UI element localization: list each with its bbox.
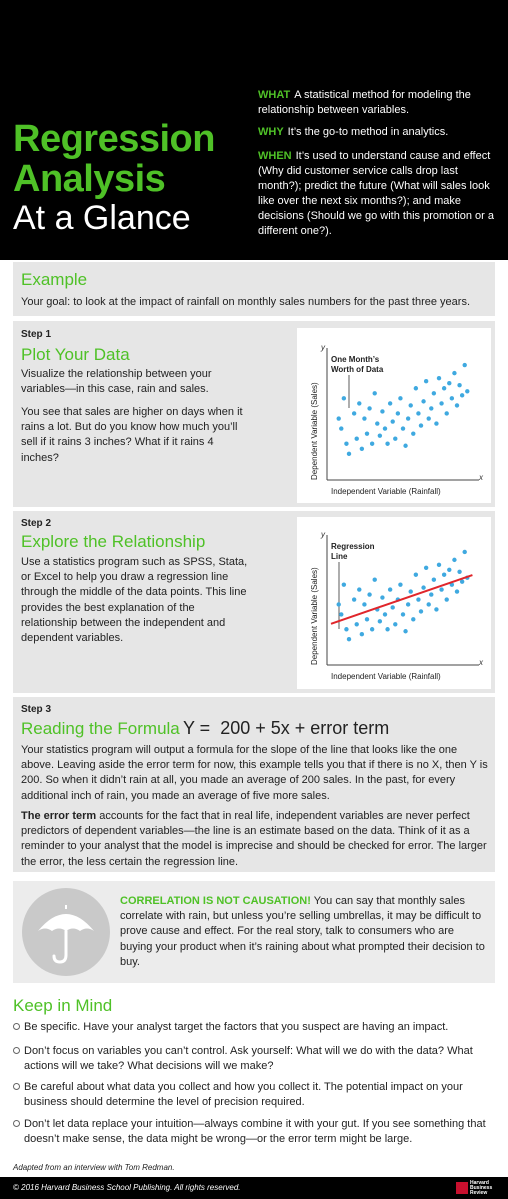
step2-panel	[13, 511, 495, 693]
data-point	[367, 592, 371, 596]
keep-item-4	[13, 1117, 498, 1147]
data-point	[424, 566, 428, 570]
data-point	[457, 570, 461, 574]
data-point	[416, 597, 420, 601]
data-point	[416, 411, 420, 415]
data-point	[380, 595, 384, 599]
data-point	[429, 406, 433, 410]
data-point	[442, 386, 446, 390]
step1-heading: Plot Your Data	[21, 345, 130, 364]
adapted-note: Adapted from an interview with Tom Redman.	[13, 1163, 175, 1172]
data-point	[411, 431, 415, 435]
data-point	[439, 587, 443, 591]
what-label: WHAT	[258, 89, 291, 101]
step3-paragraph-2-text: accounts for the fact that in real life, independent variables are never perfect predictors of dependent variables—the line is an estimate based on the data. Think of it as a reminder to your analyst that the model is imprecise and should be checked for error. The larger the error, the less certain the regression line.	[21, 810, 487, 868]
data-point	[383, 612, 387, 616]
data-point	[352, 411, 356, 415]
step1-panel	[13, 321, 495, 507]
header-banner	[0, 0, 508, 260]
data-point	[347, 637, 351, 641]
data-point	[380, 409, 384, 413]
title-line-3: At a Glance	[13, 199, 191, 237]
data-point	[429, 592, 433, 596]
chart2-x-label: Independent Variable (Rainfall)	[331, 672, 441, 681]
data-point	[360, 632, 364, 636]
chart1-x-label: Independent Variable (Rainfall)	[331, 487, 441, 496]
keep-item-4-text: Don’t let data replace your intuition—always combine it with your gut. If you see something that doesn’t make sense, the data might be wrong—or the error term might be large.	[24, 1118, 486, 1146]
data-point	[375, 421, 379, 425]
data-point	[388, 587, 392, 591]
bullet-circle-icon	[13, 1083, 20, 1090]
chart2-y-letter: y	[321, 530, 325, 539]
data-point	[396, 411, 400, 415]
chart1-annotation-line1: One Month’s	[331, 355, 380, 364]
data-point	[401, 426, 405, 430]
step3-heading: Reading the Formula	[21, 719, 180, 738]
keep-item-3-text: Be careful about what data you collect and how you collect it. The potential impact on your business should determine the level of precision required.	[24, 1081, 463, 1109]
step3-paragraph-1: Your statistics program will output a formula for the slope of the line that looks like the one above. Leaving aside the error term for now, this example tells you that if there is no X, then Y is 200. So when it didn’t rain at all, you made an average of 200 sales. In the past, for every additional inch of rain, you made an average of five more sales.	[21, 744, 488, 802]
data-point	[391, 419, 395, 423]
data-point	[437, 376, 441, 380]
step2-label: Step 2	[21, 518, 52, 529]
keep-item-1-text: Be specific. Have your analyst target the factors that you suspect are having an impact.	[24, 1021, 449, 1033]
keep-item-1	[13, 1020, 498, 1035]
chart1-y-letter: y	[321, 343, 325, 352]
data-point	[455, 403, 459, 407]
data-point	[411, 617, 415, 621]
when-label: WHEN	[258, 150, 292, 162]
data-point	[339, 612, 343, 616]
data-point	[362, 416, 366, 420]
step1-paragraph-2: You see that sales are higher on days when it rains a lot. But do you know how much you’ll sell if it rains 3 inches? What if it rains 4 inches?	[21, 406, 243, 464]
data-point	[447, 568, 451, 572]
data-point	[414, 573, 418, 577]
correlation-callout	[13, 881, 495, 983]
keep-item-3	[13, 1080, 498, 1110]
chart1-annotation-line2: Worth of Data	[331, 365, 384, 374]
chart2-y-label: Dependent Variable (Sales)	[310, 567, 319, 665]
data-point	[403, 444, 407, 448]
step2-heading: Explore the Relationship	[21, 532, 206, 551]
regression-formula: Y = 200 + 5x + error term	[183, 718, 390, 738]
data-point	[373, 577, 377, 581]
chart-2-box	[297, 517, 491, 689]
step1-paragraph-1: Visualize the relationship between your variables—in this case, rain and sales.	[21, 368, 212, 396]
data-point	[383, 426, 387, 430]
data-point	[360, 447, 364, 451]
example-heading: Example	[21, 270, 88, 289]
scatter-chart-1	[297, 328, 491, 503]
callout-text	[120, 894, 488, 970]
title-line-2: Analysis	[13, 158, 166, 200]
data-point	[370, 442, 374, 446]
callout-bold: CORRELATION IS NOT CAUSATION!	[120, 895, 311, 907]
data-point	[344, 627, 348, 631]
data-point	[398, 582, 402, 586]
data-point	[398, 396, 402, 400]
data-point	[347, 452, 351, 456]
data-point	[419, 423, 423, 427]
data-point	[463, 550, 467, 554]
data-point	[357, 587, 361, 591]
data-point	[367, 406, 371, 410]
chart1-y-label: Dependent Variable (Sales)	[310, 382, 319, 480]
data-point	[409, 403, 413, 407]
data-point	[445, 411, 449, 415]
umbrella-icon	[21, 887, 111, 977]
data-point	[439, 401, 443, 405]
keep-item-2-text: Don’t focus on variables you can’t control. Ask yourself: What will we do with the data? What actions will we take? What decisions will we make?	[24, 1045, 473, 1073]
data-point	[450, 396, 454, 400]
chart2-points	[337, 550, 470, 642]
step2-paragraph-1: Use a statistics program such as SPSS, Stata, or Excel to help you draw a regression line through the middle of the data points. This line provides the best explanation of the relationship between the independent and dependent variables.	[21, 556, 248, 645]
copyright-text: © 2016 Harvard Business School Publishing. All rights reserved.	[13, 1183, 241, 1192]
data-point	[388, 401, 392, 405]
data-point	[401, 612, 405, 616]
hbr-logo-mark	[456, 1182, 468, 1194]
data-point	[355, 436, 359, 440]
why-block	[258, 125, 498, 140]
data-point	[370, 627, 374, 631]
data-point	[455, 589, 459, 593]
what-text: A statistical method for modeling the relationship between variables.	[258, 89, 471, 116]
data-point	[365, 431, 369, 435]
error-term-label: The error term	[21, 810, 97, 822]
bullet-circle-icon	[13, 1023, 20, 1030]
bullet-circle-icon	[13, 1047, 20, 1054]
data-point	[403, 629, 407, 633]
data-point	[452, 371, 456, 375]
data-point	[427, 602, 431, 606]
data-point	[460, 393, 464, 397]
data-point	[424, 379, 428, 383]
step1-label: Step 1	[21, 329, 52, 340]
data-point	[393, 622, 397, 626]
data-point	[434, 421, 438, 425]
data-point	[463, 363, 467, 367]
when-text: It’s used to understand cause and effect (Why did customer service calls drop last month?); predict the future (What will sales look like over the next six months?); and make decisions (Should we go with this promotion or a different one?).	[258, 150, 495, 237]
chart1-points	[337, 363, 470, 456]
data-point	[419, 609, 423, 613]
data-point	[344, 442, 348, 446]
data-point	[342, 582, 346, 586]
callout-body: You can say that monthly sales correlate with rain, but unless you’re selling umbrellas, it may be difficult to prove cause and effect. For the real story, talk to consumers who are buying your product when it’s raining about what prompted their decision to buy.	[120, 895, 485, 968]
data-point	[465, 389, 469, 393]
why-label: WHY	[258, 126, 284, 138]
hbr-logo-text: Harvard Business Review	[470, 1180, 493, 1196]
data-point	[447, 381, 451, 385]
data-point	[355, 622, 359, 626]
chart-1-box	[297, 328, 491, 503]
data-point	[373, 391, 377, 395]
data-point	[432, 391, 436, 395]
step3-panel	[13, 697, 495, 872]
bullet-circle-icon	[13, 1120, 20, 1127]
data-point	[457, 383, 461, 387]
data-point	[421, 399, 425, 403]
chart2-annotation-line2: Line	[331, 552, 348, 561]
example-panel	[13, 262, 495, 316]
chart2-x-letter: x	[479, 658, 483, 667]
data-point	[445, 597, 449, 601]
data-point	[434, 607, 438, 611]
data-point	[427, 416, 431, 420]
step3-paragraph-2	[21, 809, 491, 870]
data-point	[365, 617, 369, 621]
data-point	[414, 386, 418, 390]
data-point	[437, 563, 441, 567]
data-point	[432, 577, 436, 581]
data-point	[391, 605, 395, 609]
chart2-annotation-line1: Regression	[331, 542, 375, 551]
keep-item-2	[13, 1044, 498, 1074]
data-point	[385, 442, 389, 446]
chart1-x-letter: x	[479, 473, 483, 482]
title-line-1: Regression	[13, 118, 215, 160]
keep-in-mind-heading: Keep in Mind	[13, 996, 113, 1015]
step3-label: Step 3	[21, 704, 52, 715]
footer-bar	[0, 1177, 508, 1199]
data-point	[352, 597, 356, 601]
data-point	[409, 589, 413, 593]
data-point	[342, 396, 346, 400]
data-point	[406, 416, 410, 420]
data-point	[357, 401, 361, 405]
data-point	[421, 585, 425, 589]
data-point	[442, 573, 446, 577]
data-point	[337, 416, 341, 420]
data-point	[362, 602, 366, 606]
data-point	[337, 602, 341, 606]
data-point	[452, 558, 456, 562]
when-block	[258, 149, 498, 239]
data-point	[378, 619, 382, 623]
example-goal: Your goal: to look at the impact of rainfall on monthly sales numbers for the past three years.	[21, 296, 471, 308]
data-point	[378, 433, 382, 437]
why-text: It’s the go-to method in analytics.	[287, 126, 449, 138]
data-point	[339, 426, 343, 430]
scatter-chart-2	[297, 517, 491, 689]
data-point	[406, 602, 410, 606]
what-block	[258, 88, 498, 118]
data-point	[393, 436, 397, 440]
data-point	[385, 627, 389, 631]
